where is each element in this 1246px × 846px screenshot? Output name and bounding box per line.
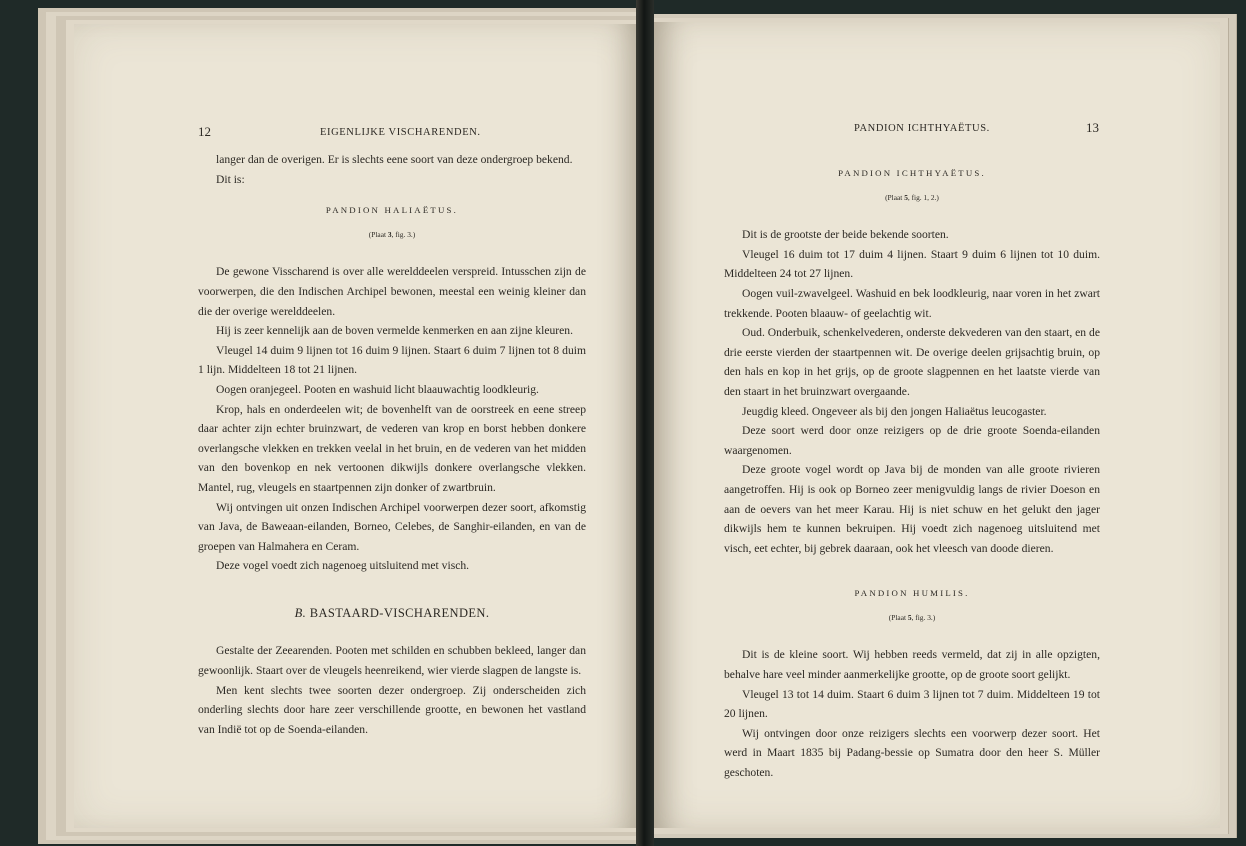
plate-reference: (Plaat 3, fig. 3.) xyxy=(368,229,416,239)
running-head: EIGENLIJKE VISCHARENDEN. xyxy=(320,127,481,138)
species-title: PANDION ICHTHYAËTUS. xyxy=(838,168,986,178)
right-page xyxy=(654,22,1220,828)
body-paragraph: Men kent slechts twee soorten dezer ondergroep. Zij onderscheiden zich onderling slechts door hare zeer verschillende grootte, en bewonen het vastland van Indië tot op de Soenda-eilanden. xyxy=(198,683,586,736)
left-page-text xyxy=(198,150,586,739)
body-paragraph: Dit is de grootste der beide bekende soorten. xyxy=(742,228,949,242)
body-paragraph: Wij ontvingen door onze reizigers slechts een voorwerp dezer soort. Het werd in Maart 1835 bij Padang-bessie op Sumatra door den heer S. Müller geschoten. xyxy=(724,726,1100,780)
body-paragraph: Jeugdig kleed. Ongeveer als bij den jongen Haliaëtus leucogaster. xyxy=(742,404,1047,418)
book-gutter xyxy=(636,0,654,846)
body-paragraph: Vleugel 16 duim tot 17 duim 4 lijnen. Staart 9 duim 6 lijnen tot 10 duim. Middelteen 24 tot 27 lijnen. xyxy=(724,247,1100,281)
page-number: 12 xyxy=(198,124,211,139)
body-paragraph: Oud. Onderbuik, schenkelvederen, onderste dekvederen van den staart, en de drie eerste vierden der staartpennen wit. De overige deelen grijsachtig bruin, op den hals en kop in het grijs, op de groote slagpennen en het laatste vierde van den staart in het bruinzwart overgaande. xyxy=(724,326,1100,398)
section-heading: B. BASTAARD-VISCHARENDEN. xyxy=(294,605,490,620)
intro-line: langer dan de overigen. Er is slechts eene soort van deze ondergroep bekend. xyxy=(216,153,573,166)
intro-line: Dit is: xyxy=(216,172,245,186)
body-paragraph: Oogen vuil-zwavelgeel. Washuid en bek loodkleurig, naar voren in het zwart trekkende. Pooten blaauw- of geelachtig wit. xyxy=(724,286,1100,320)
body-paragraph: Deze vogel voedt zich nagenoeg uitsluitend met visch. xyxy=(216,559,470,573)
species-title: PANDION HUMILIS. xyxy=(854,588,970,599)
body-paragraph: De gewone Visscharend is over alle werelddeelen verspreid. Intusschen zijn de voorwerpen, die den Indischen Archipel bewonen, meestal een weinig kleiner dan die der overige werelddeelen. xyxy=(198,265,586,318)
body-paragraph: Dit is de kleine soort. Wij hebben reeds vermeld, dat zij in alle opzigten, behalve hare veel minder aanmerkelijke grootte, op de groote soort gelijkt. xyxy=(724,648,1100,682)
body-paragraph: Vleugel 14 duim 9 lijnen tot 16 duim 9 lijnen. Staart 6 duim 7 lijnen tot 8 duim 1 lijn. Middelteen 18 tot 21 lijnen. xyxy=(198,343,586,377)
body-paragraph: Deze soort werd door onze reizigers op de drie groote Soenda-eilanden waargenomen. xyxy=(724,424,1100,457)
body-paragraph: Oogen oranjegeel. Pooten en washuid licht blaauwachtig loodkleurig. xyxy=(216,382,539,396)
plate-reference: (Plaat 5, fig. 1, 2.) xyxy=(885,192,939,202)
left-page xyxy=(74,24,640,828)
body-paragraph: Krop, hals en onderdeelen wit; de bovenhelft van de oorstreek en eene streep daar achter zijn echter bruinzwart, de vederen van krop en borst hebben donkere overlangsche vlekken en trekken veelal in het bruin, en de vederen van het midden van den bovenkop en nek vertoonen dikwijls donkere overlangsche vlekken. Mantel, rug, vleugels en staartpennen zijn donker of zwartbruin. xyxy=(198,402,586,494)
species-title: PANDION HALIAËTUS. xyxy=(325,205,459,216)
running-head: PANDION ICHTHYAËTUS. xyxy=(854,123,990,134)
body-paragraph: Vleugel 13 tot 14 duim. Staart 6 duim 3 lijnen tot 7 duim. Middelteen 19 tot 20 lijnen. xyxy=(724,687,1100,721)
body-paragraph: Gestalte der Zeearenden. Pooten met schilden en schubben bekleed, langer dan gewoonlijk. Staart over de vleugels heenreikend, wier vierde slagpen de langste is. xyxy=(198,644,586,678)
page-number: 13 xyxy=(1086,120,1099,135)
body-paragraph: Deze groote vogel wordt op Java bij de monden van alle groote rivieren aangetroffen. Hij is ook op Borneo zeer menigvuldig langs de rivier Doeson en aan de oevers van het meer Karau. Hij is niet schuw en het gelukt den jager dikwijls hem te kunnen bekruipen. Hij voedt zich nagenoeg uitsluitend met visch, eet echter, bij gebrek daaraan, ook het vleesch van doode dieren. xyxy=(724,463,1100,555)
body-paragraph: Hij is zeer kennelijk aan de boven vermelde kenmerken en aan zijne kleuren. xyxy=(216,324,573,338)
right-page-text xyxy=(724,152,1100,783)
plate-reference: (Plaat 5, fig. 3.) xyxy=(888,612,936,622)
body-paragraph: Wij ontvingen uit onzen Indischen Archipel voorwerpen dezer soort, afkomstig van Java, de Baweaan-eilanden, Borneo, Celebes, de Sanghir-eilanden, en van de groepen van Halmahera en Ceram. xyxy=(198,500,586,553)
